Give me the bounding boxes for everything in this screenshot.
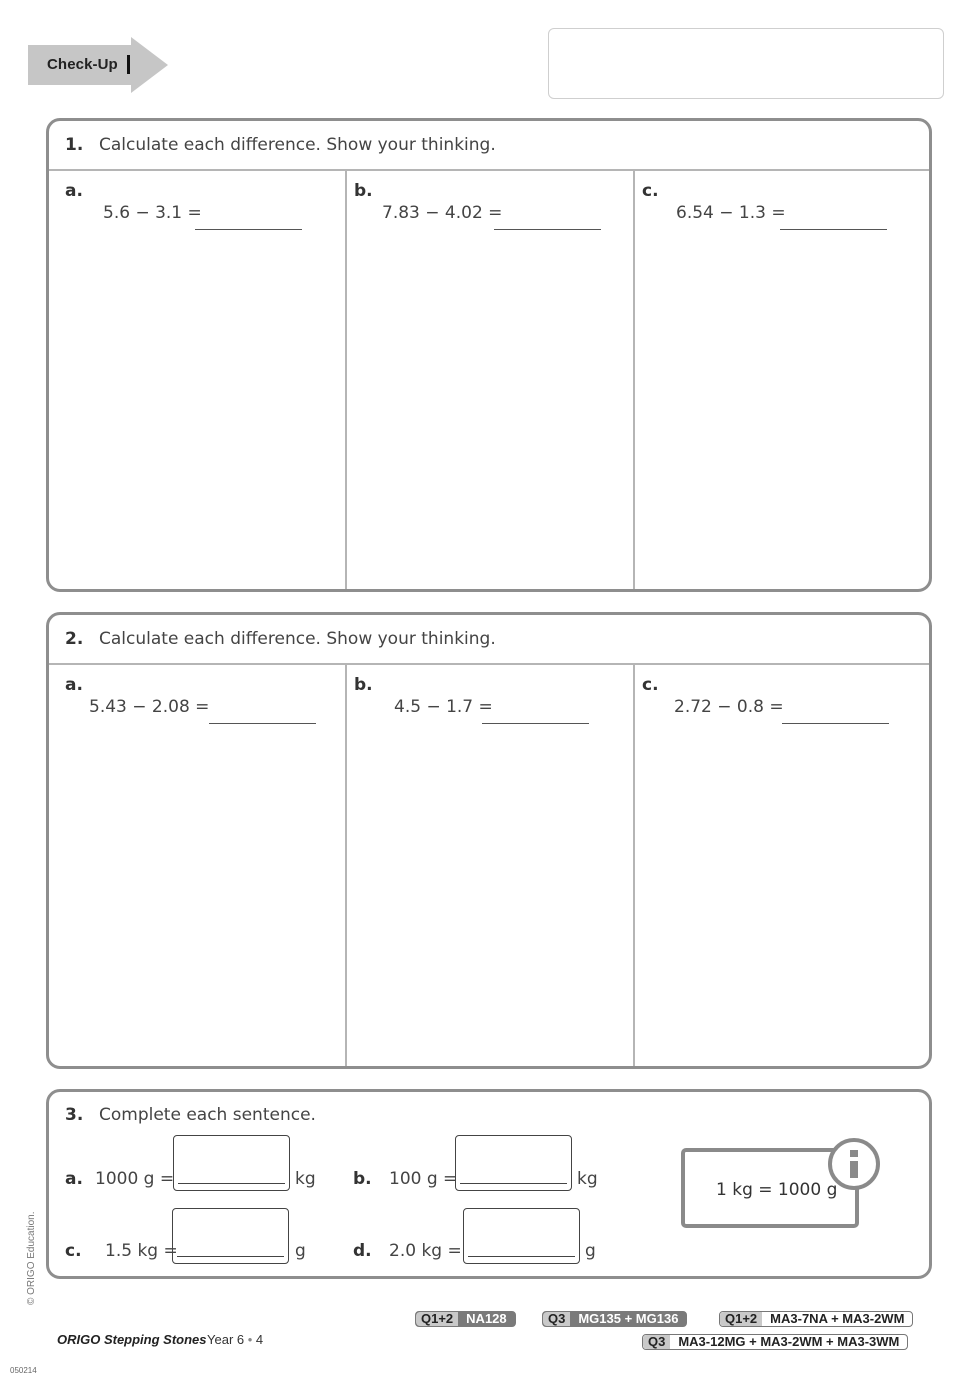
- part-letter: d.: [353, 1241, 372, 1261]
- tag-code: NA128: [466, 1311, 507, 1326]
- answer-line[interactable]: [195, 229, 302, 230]
- tag-code: MG135 + MG136: [578, 1311, 679, 1326]
- expression: 6.54 − 1.3 =: [676, 203, 786, 223]
- checkup-label: Check-Up: [47, 56, 118, 73]
- info-card: [681, 1137, 883, 1233]
- unit-label: g: [585, 1241, 596, 1261]
- part-letter: b.: [354, 181, 373, 201]
- question-2-header: [49, 615, 929, 665]
- unit-label: kg: [577, 1169, 598, 1189]
- q1-part-c: [633, 171, 929, 589]
- question-number: 1.: [65, 135, 84, 155]
- part-letter: c.: [65, 1241, 82, 1261]
- part-letter: a.: [65, 1169, 83, 1189]
- tag-code: MA3-12MG + MA3-2WM + MA3-3WM: [678, 1334, 900, 1349]
- curriculum-tag: [719, 1311, 913, 1327]
- answer-box-c[interactable]: [172, 1208, 289, 1264]
- question-2-panel: [46, 612, 932, 1069]
- conversion-fact: 1 kg = 1000 g: [716, 1180, 838, 1200]
- answer-box-d[interactable]: [463, 1208, 580, 1264]
- document-code: 050214: [10, 1366, 37, 1375]
- curriculum-tag: [542, 1311, 687, 1327]
- year-page: [207, 1332, 263, 1347]
- question-1-header: [49, 121, 929, 171]
- tag-question: Q1+2: [416, 1312, 458, 1326]
- year-label: Year 6: [207, 1332, 245, 1347]
- copyright: © ORIGO Education.: [26, 1211, 37, 1305]
- brand: ORIGO Stepping Stones: [57, 1332, 207, 1347]
- answer-box-a[interactable]: [173, 1135, 290, 1191]
- answer-box-b[interactable]: [455, 1135, 572, 1191]
- expression: 4.5 − 1.7 =: [394, 697, 493, 717]
- answer-line[interactable]: [482, 723, 589, 724]
- expression: 7.83 − 4.02 =: [382, 203, 503, 223]
- tag-question: Q3: [543, 1312, 570, 1326]
- question-number: 3.: [65, 1105, 84, 1125]
- q1-part-a: [49, 171, 345, 589]
- tag-question: Q1+2: [720, 1312, 762, 1326]
- conversion-left: 2.0 kg =: [389, 1241, 462, 1261]
- expression: 5.6 − 3.1 =: [103, 203, 202, 223]
- page-number: 4: [255, 1332, 264, 1347]
- answer-line[interactable]: [209, 723, 316, 724]
- unit-label: g: [295, 1241, 306, 1261]
- curriculum-tag: [415, 1311, 516, 1327]
- part-letter: a.: [65, 675, 83, 695]
- question-prompt: Calculate each difference. Show your thinking.: [99, 135, 496, 155]
- curriculum-tag: [642, 1334, 908, 1350]
- separator: •: [247, 1332, 253, 1347]
- q1-part-b: [345, 171, 634, 589]
- conversion-left: 1.5 kg =: [105, 1241, 178, 1261]
- question-prompt: Complete each sentence.: [99, 1105, 316, 1125]
- answer-line[interactable]: [780, 229, 887, 230]
- unit-label: kg: [295, 1169, 316, 1189]
- part-letter: b.: [353, 1169, 372, 1189]
- part-letter: c.: [642, 675, 659, 695]
- q2-part-c: [633, 665, 929, 1066]
- expression: 5.43 − 2.08 =: [89, 697, 210, 717]
- expression: 2.72 − 0.8 =: [674, 697, 784, 717]
- question-1-panel: [46, 118, 932, 592]
- checkup-banner: [28, 37, 170, 93]
- tag-question: Q3: [643, 1335, 670, 1349]
- part-letter: b.: [354, 675, 373, 695]
- answer-line[interactable]: [494, 229, 601, 230]
- q2-part-a: [49, 665, 345, 1066]
- part-letter: a.: [65, 181, 83, 201]
- conversion-left: 1000 g =: [95, 1169, 175, 1189]
- name-box[interactable]: [548, 28, 944, 99]
- question-prompt: Calculate each difference. Show your thinking.: [99, 629, 496, 649]
- tag-code: MA3-7NA + MA3-2WM: [770, 1311, 905, 1326]
- answer-line[interactable]: [782, 723, 889, 724]
- q2-part-b: [345, 665, 634, 1066]
- checkup-bar: [127, 55, 130, 74]
- part-letter: c.: [642, 181, 659, 201]
- conversion-left: 100 g =: [389, 1169, 458, 1189]
- question-number: 2.: [65, 629, 84, 649]
